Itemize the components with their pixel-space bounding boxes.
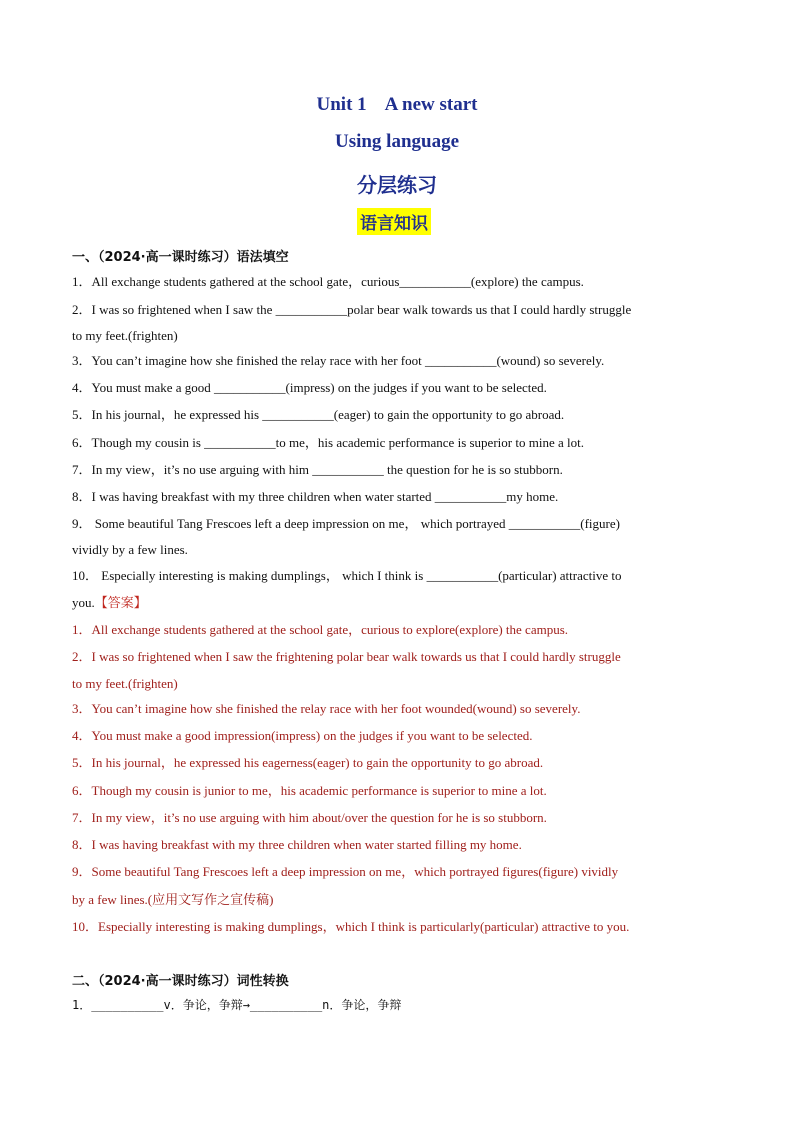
answer-line: 8．I was having breakfast with my three children when water started filling my home. [72, 837, 522, 852]
question-line: 5．In his journal，he expressed his ___________(eager) to gain the opportunity to go abroad. [72, 407, 565, 422]
question-line: 2．I was so frightened when I saw the ___________polar bear walk towards us that I could hardly struggle [72, 302, 632, 317]
question-line: 8．I was having breakfast with my three children when water started ___________my home. [72, 489, 559, 504]
level-title: 分层练习 [357, 173, 437, 197]
question-line: 7．In my view，it’s no use arguing with him ___________ the question for he is so stubborn. [72, 462, 563, 477]
section1-heading: 一、（2024·高一课时练习）语法填空 [72, 250, 289, 265]
question-line: 1．__________v．争论，争辩→__________n．争论，争辩 [72, 998, 402, 1012]
answer-tag: 【答案】 [94, 596, 147, 611]
answer-line: 2．I was so frightened when I saw the frightening polar bear walk towards us that I could hardly struggle [72, 649, 621, 664]
subtitle: Using language [334, 131, 460, 152]
section-tag: 语言知识 [357, 208, 431, 235]
answer-line: 5．In his journal，he expressed his eagerness(eager) to gain the opportunity to go abroad. [72, 755, 544, 770]
unit-title: Unit 1 A new start [316, 94, 478, 115]
answer-line: by a few lines.(应用文写作之宣传稿) [72, 892, 274, 907]
question-line: 10． Especially interesting is making dumplings， which I think is ___________(particular) attractive to [72, 568, 622, 583]
question-line: 3．You can’t imagine how she finished the relay race with her foot ___________(wound) so severely. [72, 353, 605, 368]
answer-line: to my feet.(frighten) [72, 676, 178, 691]
section2-heading: 二、（2024·高一课时练习）词性转换 [72, 974, 289, 989]
question-line: vividly by a few lines. [72, 542, 188, 557]
answer-line: 4．You must make a good impression(impress) on the judges if you want to be selected. [72, 728, 533, 743]
question-line: 6．Though my cousin is ___________to me，his academic performance is superior to mine a lot. [72, 435, 584, 450]
question-tail: you. [72, 595, 95, 610]
question-line: to my feet.(frighten) [72, 328, 178, 343]
answer-line: 10．Especially interesting is making dumplings，which I think is particularly(particular) attractive to you. [72, 919, 630, 934]
question-line-last [72, 590, 722, 617]
question-line: 1．All exchange students gathered at the school gate，curious___________(explore) the campus. [72, 274, 584, 289]
answer-line: 6．Though my cousin is junior to me，his academic performance is superior to mine a lot. [72, 783, 547, 798]
question-line: 4．You must make a good ___________(impress) on the judges if you want to be selected. [72, 380, 547, 395]
answer-line: 7．In my view，it’s no use arguing with him about/over the question for he is so stubborn. [72, 810, 547, 825]
answer-line: 1．All exchange students gathered at the school gate，curious to explore(explore) the campus. [72, 622, 569, 637]
answer-line: 3．You can’t imagine how she finished the relay race with her foot wounded(wound) so severely. [72, 701, 581, 716]
question-line: 9． Some beautiful Tang Frescoes left a deep impression on me， which portrayed ___________(figure) [72, 516, 620, 531]
answer-line: 9．Some beautiful Tang Frescoes left a deep impression on me，which portrayed figures(figure) vividly [72, 864, 619, 879]
